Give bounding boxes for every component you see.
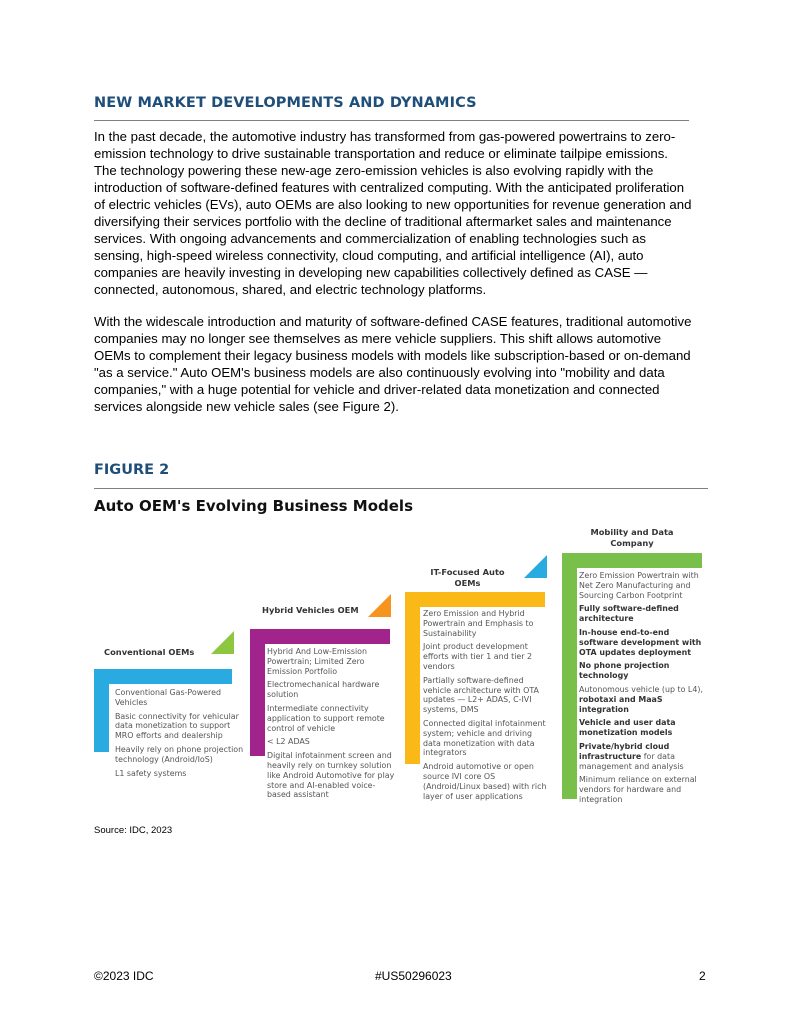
- stage-item: Fully software-defined architecture: [579, 604, 679, 624]
- stage-item-text: Autonomous vehicle (up to L4),: [579, 684, 703, 694]
- paragraph-line: companies are heavily investing in developing new capabilities collectively defined as CASE —: [94, 265, 648, 280]
- footer-page-number: 2: [699, 969, 706, 983]
- stage-bar-it-top: [405, 592, 545, 607]
- paragraph-line: companies," with a huge potential for vehicle and driver-related data monetization and connected: [94, 382, 660, 397]
- stage-item: [579, 742, 705, 771]
- stage-list-conventional: [115, 688, 245, 782]
- stage-list-hybrid: [267, 647, 395, 804]
- stage-item: Digital infotainment screen and heavily rely on turnkey solution like Android Automotive for play store and AI-enabled voice-based assistant: [267, 751, 395, 800]
- paragraph-line: sensing, high-speed wireless connectivity, cloud computing, and artificial intelligence (AI), auto: [94, 248, 644, 263]
- paragraph-line: introduction of software-defined features with centralized computing. With the anticipated proliferation: [94, 180, 685, 195]
- stage-item: Intermediate connectivity application to support remote control of vehicle: [267, 703, 385, 733]
- stage-item: Electromechanical hardware solution: [267, 680, 380, 700]
- paragraph-line: companies may no longer see themselves as mere vehicle suppliers. This shift allows automotive: [94, 331, 662, 346]
- stage-item: Zero Emission Powertrain with Net Zero Manufacturing and Sourcing Carbon Footprint: [579, 571, 699, 600]
- paragraph-line: OEMs to complement their legacy business models with models like subscription-based or on-demand: [94, 348, 691, 363]
- stage-item: No phone projection technology: [579, 661, 670, 681]
- figure-title: Auto OEM's Evolving Business Models: [94, 497, 414, 515]
- stage-item: [579, 685, 705, 714]
- stage-list-it-focused: [423, 609, 551, 805]
- stage-item: Connected digital infotainment system; vehicle and driving data monetization with data integrators: [423, 718, 546, 758]
- stage-item: In-house end-to-end software development with OTA updates deployment: [579, 627, 702, 657]
- stage-title-it-focused: IT-Focused Auto OEMs: [430, 567, 505, 588]
- stage-item-bold-text: robotaxi and MaaS integration: [579, 694, 663, 714]
- footer-doc-id: #US50296023: [375, 969, 452, 983]
- stage-item: Zero Emission and Hybrid Powertrain and Emphasis to Sustainability: [423, 609, 534, 638]
- stage-bar-hybrid-top: [250, 629, 390, 644]
- paragraph-line: services alongside new vehicle sales (see Figure 2).: [94, 399, 399, 414]
- paragraph-line: services. With ongoing advancements and commercialization of enabling technologies such as: [94, 231, 646, 246]
- stage-item: Minimum reliance on external vendors for hardware and integration: [579, 775, 697, 804]
- stage-item: Joint product development efforts with tier 1 and tier 2 vendors: [423, 642, 533, 671]
- stage-item: Android automotive or open source IVI core OS (Android/Linux based) with rich layer of user applications: [423, 762, 547, 801]
- paragraph-line: "as a service." Auto OEM's business models are also continuously evolving into "mobility and data: [94, 365, 665, 380]
- stage-list-mobility: [579, 571, 705, 809]
- stage-bar-it-side: [405, 592, 420, 764]
- stage-triangle-hybrid: [368, 594, 391, 617]
- paragraph-line: In the past decade, the automotive industry has transformed from gas-powered powertrains to zero-: [94, 129, 676, 144]
- figure-label: FIGURE 2: [94, 462, 170, 478]
- stage-item-text: for data management and analysis: [579, 751, 684, 771]
- stage-bar-conventional-top: [94, 669, 232, 684]
- paragraph-line: of electric vehicles (EVs), auto OEMs are also looking to new opportunities for revenue generation and: [94, 197, 692, 212]
- heading-rule: [94, 120, 689, 121]
- stage-bar-mobility-side: [562, 553, 577, 799]
- stage-item-bold-text: Private/hybrid cloud infrastructure: [579, 741, 670, 761]
- paragraph-2: [94, 313, 694, 415]
- stage-title-conventional: Conventional OEMs: [104, 647, 195, 657]
- stage-bar-mobility-top: [562, 553, 702, 568]
- stage-bar-hybrid-side: [250, 629, 265, 756]
- stage-item: < L2 ADAS: [267, 737, 310, 747]
- stage-triangle-it-focused: [524, 555, 547, 578]
- figure-source: Source: IDC, 2023: [94, 825, 173, 836]
- stage-title-mobility: Mobility and Data Company: [590, 527, 674, 548]
- stage-bar-conventional-side: [94, 669, 109, 752]
- paragraph-line: The technology powering these new-age zero-emission vehicles is also evolving rapidly with the: [94, 163, 654, 178]
- stage-title-hybrid: Hybrid Vehicles OEM: [262, 605, 359, 615]
- stage-item: Basic connectivity for vehicular data monetization to support MRO efforts and dealership: [115, 711, 239, 741]
- paragraph-line: emission technology to drive sustainable transportation and reduce or eliminate tailpipe emissions.: [94, 146, 668, 161]
- stage-item: Vehicle and user data monetization models: [579, 718, 676, 738]
- paragraph-1: [94, 128, 694, 298]
- stage-item: Hybrid And Low-Emission Powertrain; Limited Zero Emission Portfolio: [267, 647, 367, 676]
- stage-item: Conventional Gas-Powered Vehicles: [115, 688, 221, 707]
- paragraph-line: With the widescale introduction and maturity of software-defined CASE features, traditional automotive: [94, 314, 692, 329]
- stage-item: Heavily rely on phone projection technology (Android/IoS): [115, 744, 244, 764]
- paragraph-line: connected, autonomous, shared, and electric technology platforms.: [94, 282, 487, 297]
- footer-copyright: ©2023 IDC: [94, 969, 154, 983]
- stage-item: L1 safety systems: [115, 768, 187, 778]
- paragraph-line: diversifying their services portfolio with the decline of traditional aftermarket sales and maintenance: [94, 214, 672, 229]
- stage-item: Partially software-defined vehicle architecture with OTA updates — L2+ ADAS, C-IVI systems, DMS: [423, 675, 539, 715]
- figure-rule: [94, 488, 708, 489]
- section-heading: NEW MARKET DEVELOPMENTS AND DYNAMICS: [94, 95, 477, 111]
- stage-triangle-conventional: [211, 631, 234, 654]
